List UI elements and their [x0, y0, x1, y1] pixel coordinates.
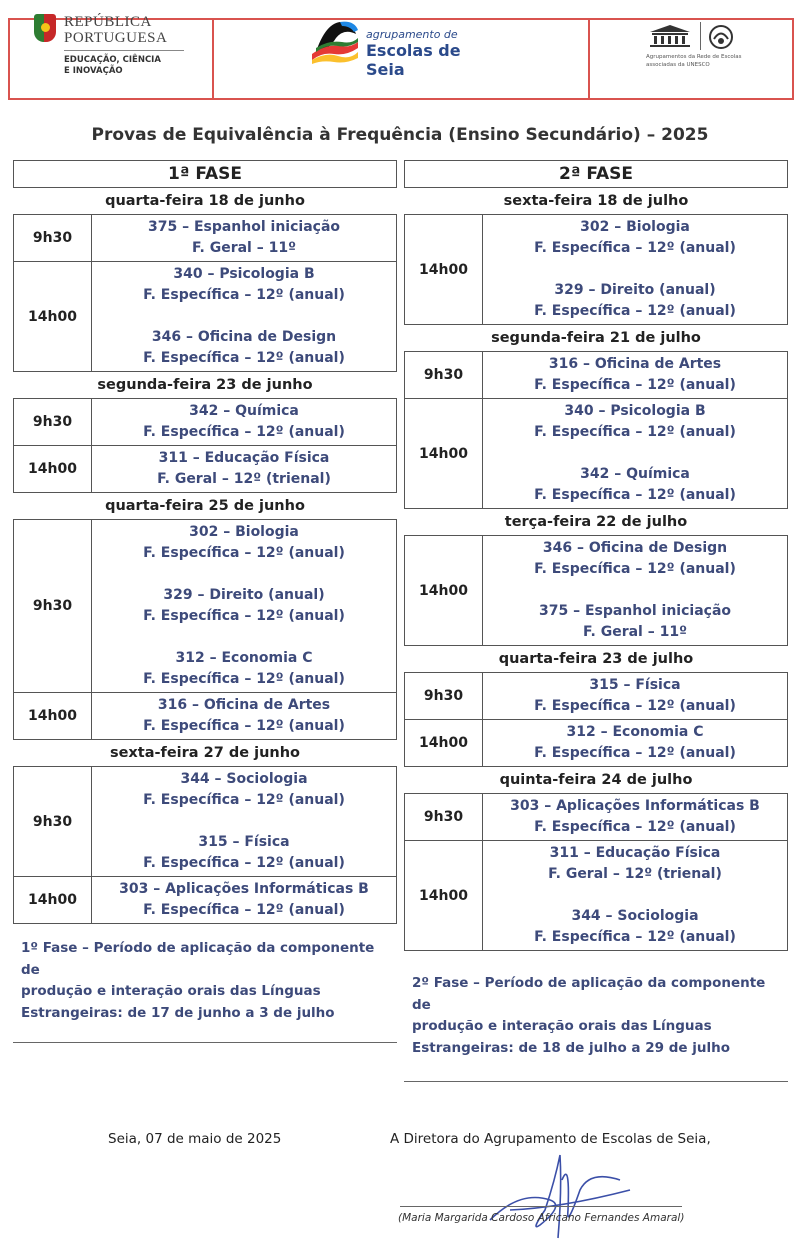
fase1-header: 1ª FASE [13, 160, 397, 188]
exam-list [92, 520, 396, 692]
exam-slot-row [405, 841, 787, 951]
exam-line: F. Específica – 12º (anual) [143, 287, 345, 303]
note-line: produção e interação orais das Línguas [412, 1018, 712, 1034]
exam-day-date: quarta-feira 18 de junho [105, 193, 305, 209]
exam-time: 9h30 [405, 673, 483, 719]
exam-time: 14h00 [405, 215, 483, 324]
exam-day-table [404, 672, 788, 767]
header-divider [212, 20, 214, 98]
exam-slot-row [405, 215, 787, 325]
exam-list [483, 352, 787, 398]
page-title: Provas de Equivalência à Frequência (Ensino Secundário) – 2025 [91, 125, 709, 145]
exam-spacer [483, 443, 787, 464]
exam-line: F. Específica – 12º (anual) [534, 487, 736, 503]
exam-day-table [404, 214, 788, 325]
exam-line: 302 – Biologia [580, 219, 690, 235]
exam-line: 303 – Aplicações Informáticas B [510, 798, 760, 814]
exam-spacer [92, 564, 396, 585]
exam-time: 14h00 [14, 262, 92, 371]
exam-line: 315 – Física [198, 834, 290, 850]
unesco-line2: associadas da UNESCO [646, 62, 710, 68]
exam-list [483, 841, 787, 950]
unesco-temple-icon [648, 24, 692, 48]
exam-slot-row [14, 446, 396, 493]
exam-line: 302 – Biologia [189, 524, 299, 540]
exam-slot-row [405, 794, 787, 841]
exam-time: 14h00 [405, 720, 483, 766]
agrupamento-line1: agrupamento de [366, 28, 458, 41]
exam-list [92, 693, 396, 739]
exam-line: F. Específica – 12º (anual) [143, 424, 345, 440]
fase2-header: 2ª FASE [404, 160, 788, 188]
exam-day-date: sexta-feira 27 de junho [109, 745, 301, 761]
exam-list [483, 399, 787, 508]
exam-slot-row [14, 399, 396, 446]
exam-time: 9h30 [405, 352, 483, 398]
handwritten-signature [470, 1150, 640, 1240]
exam-line: F. Específica – 12º (anual) [143, 718, 345, 734]
exam-day-table [404, 793, 788, 951]
exam-spacer [483, 259, 787, 280]
exam-list [92, 446, 396, 492]
exam-line: F. Específica – 12º (anual) [143, 855, 345, 871]
exam-day-date: sexta-feira 18 de julho [503, 193, 689, 209]
exam-slot-row [405, 399, 787, 509]
exam-line: 346 – Oficina de Design [151, 329, 337, 345]
exam-slot-row [14, 877, 396, 924]
exam-day-date: quarta-feira 23 de julho [498, 651, 694, 667]
fase1-rule [13, 1042, 397, 1043]
mountain-logo-icon [310, 18, 360, 64]
exam-line: F. Específica – 12º (anual) [534, 424, 736, 440]
exam-list [92, 399, 396, 445]
exam-line: F. Específica – 12º (anual) [143, 350, 345, 366]
exam-day-table [13, 214, 397, 372]
ministry-line2: E INOVAÇÃO [64, 66, 123, 76]
exam-line: 315 – Física [589, 677, 681, 693]
unesco-line1: Agrupamentos da Rede de Escolas [646, 54, 742, 60]
exam-line: 312 – Economia C [175, 650, 313, 666]
exam-line: F. Específica – 12º (anual) [534, 240, 736, 256]
agrupamento-line2: Escolas de Seia [366, 41, 461, 79]
exam-time: 14h00 [14, 877, 92, 923]
exam-day-table [13, 519, 397, 740]
exam-slot-row [405, 720, 787, 767]
exam-line: F. Específica – 12º (anual) [534, 561, 736, 577]
fase1-schedule [13, 188, 397, 924]
exam-line: 329 – Direito (anual) [163, 587, 325, 603]
exam-list [483, 720, 787, 766]
exam-line: F. Geral – 11º [583, 624, 687, 640]
exam-slot-row [405, 352, 787, 399]
exam-line: 303 – Aplicações Informáticas B [119, 881, 369, 897]
signer-role: A Diretora do Agrupamento de Escolas de Seia, [390, 1131, 711, 1147]
exam-day-date: segunda-feira 23 de junho [97, 377, 313, 393]
exam-time: 9h30 [14, 215, 92, 261]
exam-slot-row [14, 693, 396, 740]
republica-portuguesa-logo [30, 8, 200, 78]
exam-time: 9h30 [405, 794, 483, 840]
exam-line: 311 – Educação Física [158, 450, 330, 466]
exam-slot-row [14, 262, 396, 372]
note-line: Estrangeiras: de 18 de julho a 29 de julho [412, 1039, 730, 1056]
exam-day-table [13, 766, 397, 924]
exam-line: F. Específica – 12º (anual) [143, 545, 345, 561]
exam-slot-row [405, 673, 787, 720]
exam-line: 342 – Química [580, 466, 690, 482]
exam-line: F. Específica – 12º (anual) [534, 929, 736, 945]
exam-line: F. Específica – 12º (anual) [143, 671, 345, 687]
exam-day-date: terça-feira 22 de julho [504, 514, 688, 530]
signature-line [400, 1206, 682, 1207]
exam-day-date: segunda-feira 21 de julho [491, 330, 701, 346]
exam-slot-row [405, 536, 787, 646]
header-divider [588, 20, 590, 98]
exam-list [92, 877, 396, 923]
place-date: Seia, 07 de maio de 2025 [108, 1131, 282, 1147]
exam-line: 344 – Sociologia [180, 771, 308, 787]
exam-spacer [483, 885, 787, 906]
exam-slot-row [14, 520, 396, 693]
exam-line: F. Específica – 12º (anual) [143, 608, 345, 624]
exam-list [483, 673, 787, 719]
exam-spacer [92, 306, 396, 327]
exam-line: F. Específica – 12º (anual) [143, 902, 345, 918]
signer-name: (Maria Margarida Cardoso Africano Fernandes Amaral) [398, 1212, 685, 1224]
exam-line: 340 – Psicologia B [564, 403, 706, 419]
note-line: produção e interação orais das Línguas [21, 983, 321, 999]
exam-line: 311 – Educação Física [549, 845, 721, 861]
exam-list [483, 536, 787, 645]
exam-list [92, 767, 396, 876]
exam-line: 342 – Química [189, 403, 299, 419]
exam-slot-row [14, 215, 396, 262]
exam-line: 344 – Sociologia [571, 908, 699, 924]
fase2-schedule [404, 188, 788, 951]
exam-line: 316 – Oficina de Artes [157, 697, 331, 713]
logo-rule [64, 50, 184, 51]
agrupamento-logo [310, 16, 490, 79]
ministry-line1: EDUCAÇÃO, CIÊNCIA [64, 55, 161, 65]
exam-line: 316 – Oficina de Artes [548, 356, 722, 372]
exam-time: 14h00 [405, 841, 483, 950]
note-line: 1º Fase – Período de aplicação da componente de [21, 940, 375, 978]
exam-list [92, 215, 396, 261]
exam-line: 329 – Direito (anual) [554, 282, 716, 298]
exam-line: 312 – Economia C [566, 724, 704, 740]
exam-time: 9h30 [14, 399, 92, 445]
exam-spacer [92, 627, 396, 648]
exam-time: 9h30 [14, 520, 92, 692]
exam-time: 14h00 [405, 399, 483, 508]
exam-list [92, 262, 396, 371]
associated-schools-icon [708, 24, 734, 50]
exam-line: F. Geral – 11º [192, 240, 296, 256]
exam-line: F. Específica – 12º (anual) [534, 698, 736, 714]
exam-spacer [483, 580, 787, 601]
fase2-note [404, 973, 788, 1059]
fase1-column [13, 160, 397, 1043]
fase1-note [13, 938, 397, 1024]
exam-day-table [404, 351, 788, 509]
exam-day-date: quinta-feira 24 de julho [499, 772, 693, 788]
exam-time: 14h00 [405, 536, 483, 645]
exam-line: 375 – Espanhol iniciação [147, 219, 341, 235]
exam-line: F. Específica – 12º (anual) [534, 745, 736, 761]
exam-spacer [92, 811, 396, 832]
fase2-rule [404, 1081, 788, 1082]
exam-line: 346 – Oficina de Design [542, 540, 728, 556]
exam-time: 14h00 [14, 693, 92, 739]
republica-line1: REPÚBLICA [64, 14, 152, 30]
note-line: 2º Fase – Período de aplicação da componente de [412, 975, 766, 1013]
exam-list [483, 794, 787, 840]
exam-day-table [404, 535, 788, 646]
coat-of-arms-icon [34, 14, 56, 42]
unesco-divider [700, 22, 701, 50]
fase2-column [404, 160, 788, 1082]
exam-day-date: quarta-feira 25 de junho [105, 498, 305, 514]
exam-time: 14h00 [14, 446, 92, 492]
exam-line: F. Específica – 12º (anual) [534, 377, 736, 393]
exam-time: 9h30 [14, 767, 92, 876]
exam-slot-row [14, 767, 396, 877]
exam-line: F. Específica – 12º (anual) [534, 303, 736, 319]
exam-line: 340 – Psicologia B [173, 266, 315, 282]
exam-line: F. Específica – 12º (anual) [534, 819, 736, 835]
exam-line: F. Geral – 12º (trienal) [157, 471, 331, 487]
note-line: Estrangeiras: de 17 de junho a 3 de julho [21, 1004, 335, 1021]
exam-list [483, 215, 787, 324]
exam-line: 375 – Espanhol iniciação [538, 603, 732, 619]
republica-line2: PORTUGUESA [64, 30, 168, 46]
exam-line: F. Específica – 12º (anual) [143, 792, 345, 808]
exam-day-table [13, 398, 397, 493]
exam-line: F. Geral – 12º (trienal) [548, 866, 722, 882]
unesco-logo [640, 22, 770, 72]
